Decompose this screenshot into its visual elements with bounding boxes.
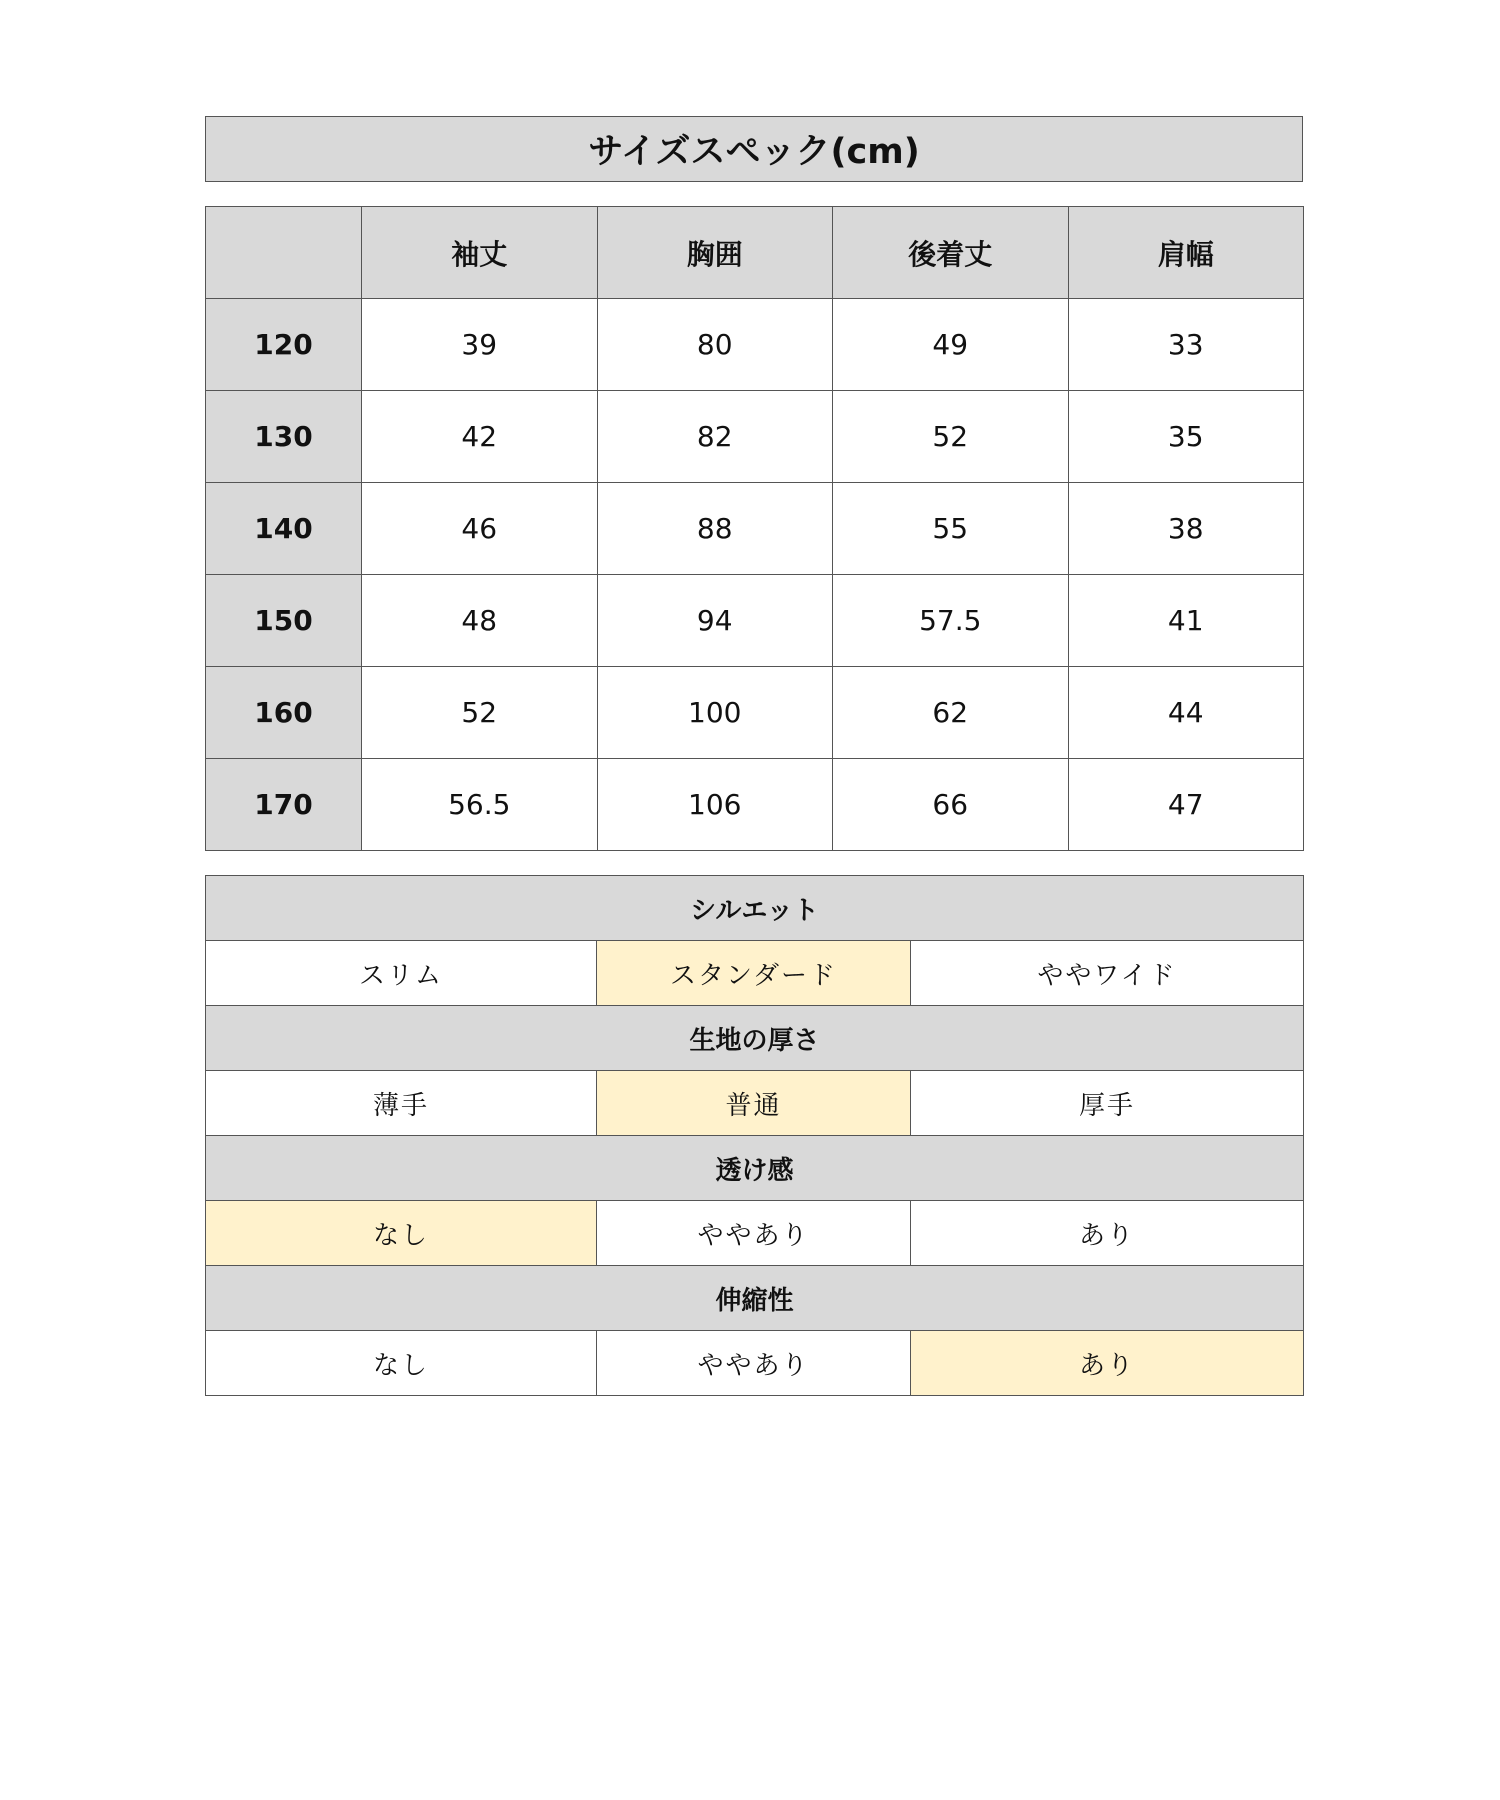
table-cell: 94 bbox=[597, 575, 833, 667]
attribute-name-fabric-thickness: 生地の厚さ bbox=[206, 1006, 1304, 1071]
size-label: 150 bbox=[206, 575, 362, 667]
size-label: 170 bbox=[206, 759, 362, 851]
table-cell: 33 bbox=[1068, 299, 1304, 391]
table-cell: 62 bbox=[833, 667, 1069, 759]
size-label: 130 bbox=[206, 391, 362, 483]
table-cell: 88 bbox=[597, 483, 833, 575]
table-cell: 55 bbox=[833, 483, 1069, 575]
size-table-corner-cell bbox=[206, 207, 362, 299]
table-cell: 106 bbox=[597, 759, 833, 851]
table-cell: 66 bbox=[833, 759, 1069, 851]
table-cell: 52 bbox=[362, 667, 598, 759]
column-header-chest: 胸囲 bbox=[597, 207, 833, 299]
table-cell: 56.5 bbox=[362, 759, 598, 851]
column-header-back-length: 後着丈 bbox=[833, 207, 1069, 299]
size-spec-table bbox=[205, 206, 1304, 851]
fabric-attributes-table bbox=[205, 875, 1304, 1396]
attribute-name-silhouette: シルエット bbox=[206, 876, 1304, 941]
table-row bbox=[206, 391, 1304, 483]
attribute-options-row bbox=[206, 1201, 1304, 1266]
table-cell: 49 bbox=[833, 299, 1069, 391]
table-cell: 47 bbox=[1068, 759, 1304, 851]
attribute-option-selected: 普通 bbox=[597, 1071, 911, 1136]
table-row bbox=[206, 299, 1304, 391]
attribute-header-row bbox=[206, 876, 1304, 941]
table-cell: 57.5 bbox=[833, 575, 1069, 667]
size-label: 160 bbox=[206, 667, 362, 759]
column-header-sleeve-length: 袖丈 bbox=[362, 207, 598, 299]
attribute-option: なし bbox=[206, 1331, 597, 1396]
size-spec-sheet bbox=[205, 116, 1303, 1396]
attribute-option: 厚手 bbox=[911, 1071, 1304, 1136]
attribute-option: ややあり bbox=[597, 1201, 911, 1266]
table-row bbox=[206, 667, 1304, 759]
size-label: 120 bbox=[206, 299, 362, 391]
table-cell: 42 bbox=[362, 391, 598, 483]
attribute-option: ややワイド bbox=[911, 941, 1304, 1006]
table-row bbox=[206, 575, 1304, 667]
table-cell: 44 bbox=[1068, 667, 1304, 759]
attribute-option: スリム bbox=[206, 941, 597, 1006]
attribute-option: あり bbox=[911, 1201, 1304, 1266]
attribute-option: ややあり bbox=[597, 1331, 911, 1396]
table-cell: 41 bbox=[1068, 575, 1304, 667]
table-row bbox=[206, 759, 1304, 851]
attribute-option: 薄手 bbox=[206, 1071, 597, 1136]
table-cell: 48 bbox=[362, 575, 598, 667]
attribute-options-row bbox=[206, 1331, 1304, 1396]
table-cell: 80 bbox=[597, 299, 833, 391]
size-label: 140 bbox=[206, 483, 362, 575]
attribute-options-row bbox=[206, 941, 1304, 1006]
attribute-option-selected: なし bbox=[206, 1201, 597, 1266]
attribute-header-row bbox=[206, 1136, 1304, 1201]
table-cell: 52 bbox=[833, 391, 1069, 483]
size-table-header-row bbox=[206, 207, 1304, 299]
attribute-name-transparency: 透け感 bbox=[206, 1136, 1304, 1201]
table-cell: 46 bbox=[362, 483, 598, 575]
attribute-name-stretch: 伸縮性 bbox=[206, 1266, 1304, 1331]
table-row bbox=[206, 483, 1304, 575]
attribute-header-row bbox=[206, 1006, 1304, 1071]
attribute-option-selected: スタンダード bbox=[597, 941, 911, 1006]
column-header-shoulder-width: 肩幅 bbox=[1068, 207, 1304, 299]
attribute-options-row bbox=[206, 1071, 1304, 1136]
table-cell: 38 bbox=[1068, 483, 1304, 575]
attribute-option-selected: あり bbox=[911, 1331, 1304, 1396]
table-cell: 39 bbox=[362, 299, 598, 391]
table-cell: 35 bbox=[1068, 391, 1304, 483]
page-title: サイズスペック(cm) bbox=[205, 116, 1303, 182]
table-cell: 100 bbox=[597, 667, 833, 759]
attribute-header-row bbox=[206, 1266, 1304, 1331]
table-cell: 82 bbox=[597, 391, 833, 483]
